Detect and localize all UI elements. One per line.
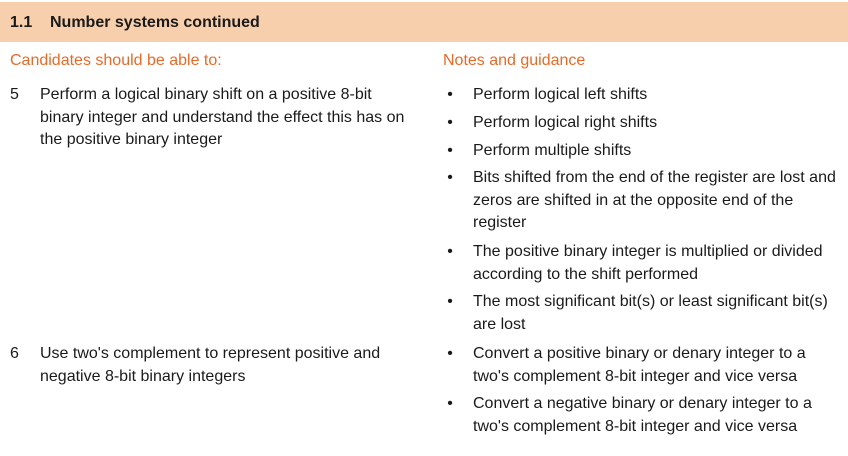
objective-item (10, 343, 430, 389)
note-text: Convert a negative binary or denary integer to a two's complement 8-bit integer and vice versa (473, 395, 812, 435)
bullet-dot-icon: • (447, 243, 453, 260)
section-title: Number systems continued (50, 14, 260, 31)
note-text: Perform logical right shifts (473, 114, 658, 131)
bullet-dot-icon: • (447, 86, 453, 103)
note-text: The positive binary integer is multiplied or divided according to the shift performed (473, 243, 823, 283)
bullet-dot-icon: • (447, 345, 453, 362)
bullet-dot-icon: • (447, 114, 453, 131)
bullet-dot-icon: • (447, 395, 453, 412)
section-header (0, 2, 848, 42)
note-text: Perform logical left shifts (473, 86, 648, 103)
note-text: Perform multiple shifts (473, 142, 632, 159)
objective-text: Use two's complement to represent positive and negative 8-bit binary integers (40, 345, 381, 385)
objective-text: Perform a logical binary shift on a positive 8-bit binary integer and understand the effect this has on the positive binary integer (40, 86, 405, 148)
objective-item (10, 84, 430, 154)
column-heading-candidates: Candidates should be able to: (10, 52, 222, 69)
note-text: The most significant bit(s) or least significant bit(s) are lost (473, 293, 828, 333)
bullet-dot-icon: • (447, 142, 453, 159)
bullet-dot-icon: • (447, 169, 453, 186)
column-heading-notes: Notes and guidance (443, 52, 586, 69)
bullet-dot-icon: • (447, 293, 453, 310)
section-number: 1.1 (10, 14, 33, 31)
objective-number: 6 (10, 345, 19, 362)
note-text: Bits shifted from the end of the register are lost and zeros are shifted in at the opposite end of the register (473, 169, 836, 231)
objective-number: 5 (10, 86, 19, 103)
note-text: Convert a positive binary or denary integer to a two's complement 8-bit integer and vice versa (473, 345, 806, 385)
